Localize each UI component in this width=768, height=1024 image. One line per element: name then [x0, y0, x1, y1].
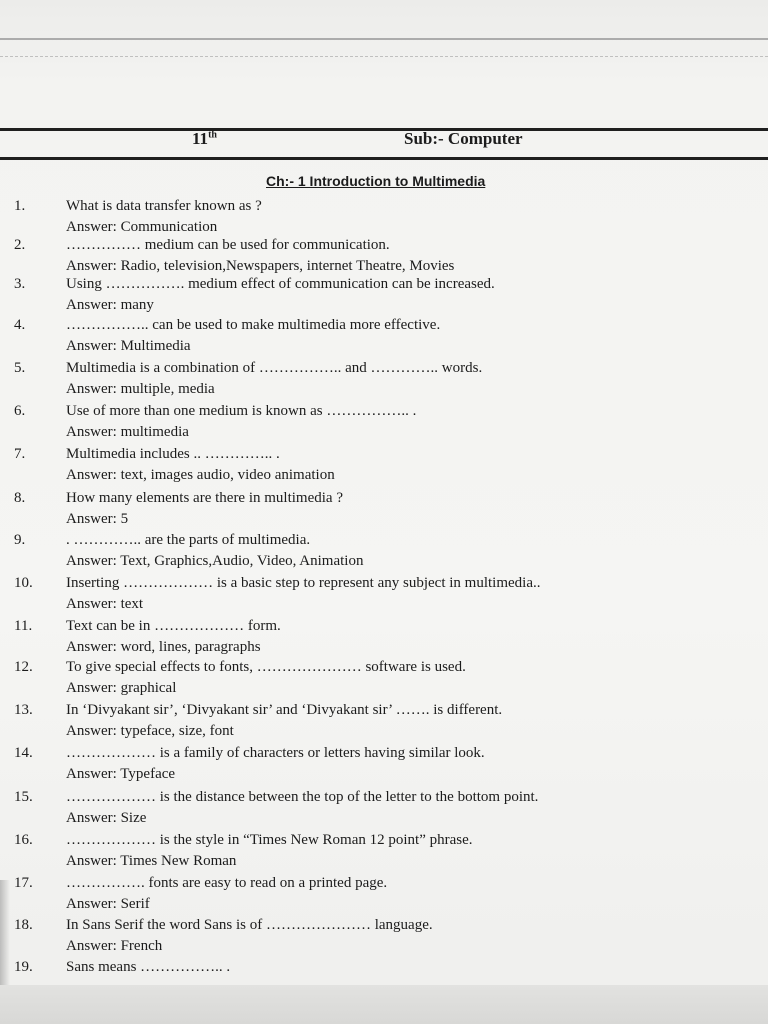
- question-text: ……………… is the style in “Times New Roman 12 point” phrase.: [66, 832, 473, 848]
- question-text: ……………. fonts are easy to read on a printed page.: [66, 875, 388, 891]
- question-text: In Sans Serif the word Sans is of ………………… language.: [66, 917, 433, 933]
- answer-text: Answer: word, lines, paragraphs: [66, 639, 261, 655]
- answer-text: Answer: multimedia: [66, 424, 189, 440]
- question-text: To give special effects to fonts, ………………… software is used.: [66, 659, 466, 675]
- question-number: 9.: [14, 532, 26, 548]
- question-number: 19.: [14, 959, 33, 975]
- question-number: 6.: [14, 403, 26, 419]
- question-text: Multimedia is a combination of …………….. and ………….. words.: [66, 360, 483, 376]
- question-number: 8.: [14, 490, 26, 506]
- answer-text: Answer: text, images audio, video animation: [66, 467, 335, 483]
- header-top-rule: [0, 128, 768, 131]
- question-text: Using ……………. medium effect of communication can be increased.: [66, 276, 495, 292]
- question-number: 18.: [14, 917, 33, 933]
- question-text: Inserting ……………… is a basic step to represent any subject in multimedia..: [66, 575, 541, 591]
- question-text: Use of more than one medium is known as …………….. .: [66, 403, 417, 419]
- answer-text: Answer: 5: [66, 511, 129, 527]
- question-text: Multimedia includes .. ………….. .: [66, 446, 280, 462]
- answer-text: Answer: Radio, television,Newspapers, internet Theatre, Movies: [66, 258, 455, 274]
- answer-text: Answer: Text, Graphics,Audio, Video, Animation: [66, 553, 364, 569]
- question-text: Sans means …………….. .: [66, 959, 231, 975]
- question-text: . ………….. are the parts of multimedia.: [66, 532, 311, 548]
- question-text: ……………… is a family of characters or letters having similar look.: [66, 745, 485, 761]
- question-number: 12.: [14, 659, 33, 675]
- answer-text: Answer: graphical: [66, 680, 177, 696]
- header-bottom-rule: [0, 157, 768, 160]
- answer-text: Answer: typeface, size, font: [66, 723, 234, 739]
- answer-text: Answer: Serif: [66, 896, 150, 912]
- answer-text: Answer: Typeface: [66, 766, 176, 782]
- question-number: 5.: [14, 360, 26, 376]
- answer-text: Answer: text: [66, 596, 144, 612]
- page-fold-shadow: [0, 880, 10, 990]
- question-number: 17.: [14, 875, 33, 891]
- question-text: …………….. can be used to make multimedia more effective.: [66, 317, 441, 333]
- answer-text: Answer: many: [66, 297, 154, 313]
- question-text: How many elements are there in multimedia ?: [66, 490, 343, 506]
- question-text: In ‘Divyakant sir’, ‘Divyakant sir’ and ‘Divyakant sir’ ……. is different.: [66, 702, 503, 718]
- question-number: 15.: [14, 789, 33, 805]
- question-number: 2.: [14, 237, 26, 253]
- chapter-title: Ch:- 1 Introduction to Multimedia: [266, 173, 486, 189]
- question-text: …………… medium can be used for communication.: [66, 237, 390, 253]
- answer-text: Answer: multiple, media: [66, 381, 215, 397]
- grade-label: [192, 129, 217, 149]
- question-number: 16.: [14, 832, 33, 848]
- question-number: 3.: [14, 276, 26, 292]
- subject-label: Sub:- Computer: [404, 129, 523, 148]
- question-number: 11.: [14, 618, 33, 634]
- grade-suffix: th: [208, 129, 217, 141]
- answer-text: Answer: French: [66, 938, 163, 954]
- question-number: 14.: [14, 745, 33, 761]
- question-number: 10.: [14, 575, 33, 591]
- question-number: 4.: [14, 317, 26, 333]
- page-top-edge: [0, 38, 768, 57]
- page-bottom-edge: [0, 985, 768, 1024]
- question-number: 7.: [14, 446, 26, 462]
- question-text: ……………… is the distance between the top of the letter to the bottom point.: [66, 789, 539, 805]
- answer-text: Answer: Multimedia: [66, 338, 191, 354]
- answer-text: Answer: Size: [66, 810, 147, 826]
- question-text: Text can be in ……………… form.: [66, 618, 281, 634]
- question-number: 1.: [14, 198, 26, 214]
- grade-number: 11: [192, 129, 209, 148]
- question-text: What is data transfer known as ?: [66, 198, 262, 214]
- question-number: 13.: [14, 702, 33, 718]
- answer-text: Answer: Communication: [66, 219, 218, 235]
- answer-text: Answer: Times New Roman: [66, 853, 237, 869]
